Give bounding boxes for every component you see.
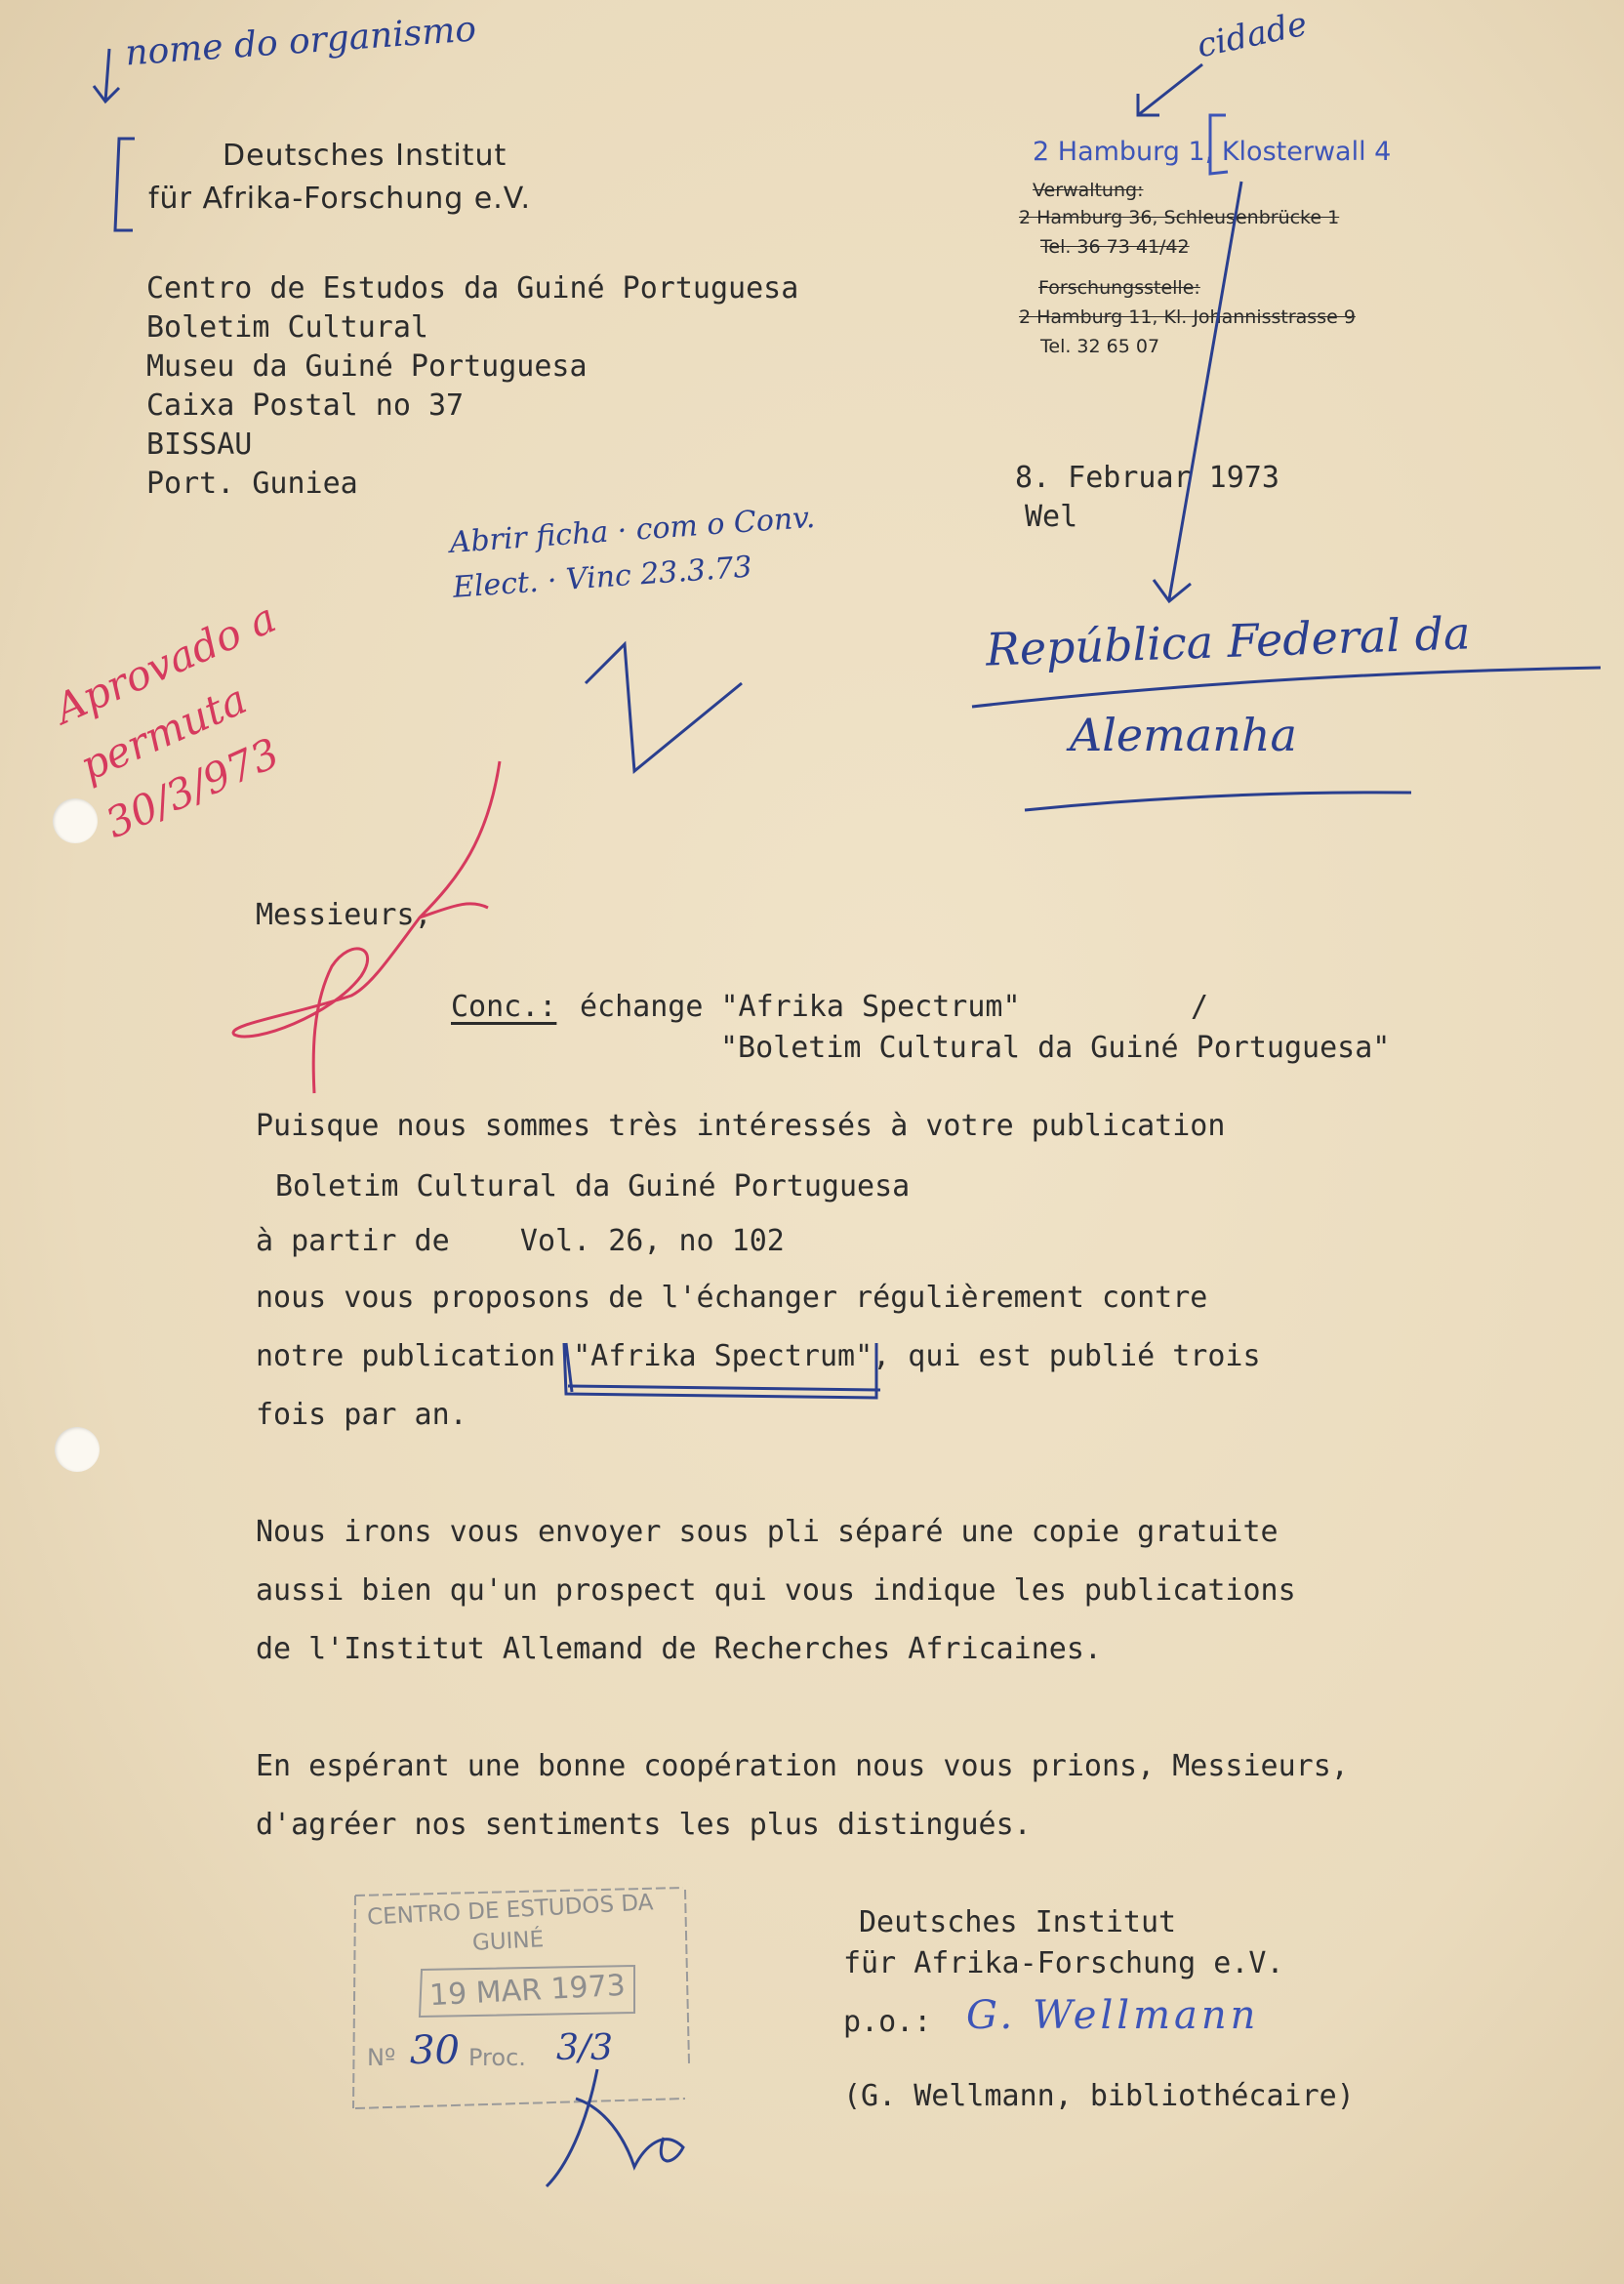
annotation-middle: Abrir ficha · com o Conv. Elect. · Vinc 23.3.73 xyxy=(448,500,817,605)
body-line: aussi bien qu'un prospect qui vous indique les publications xyxy=(256,1573,1296,1608)
body-line: de l'Institut Allemand de Recherches Africaines. xyxy=(256,1632,1102,1666)
annotation-top-right: cidade xyxy=(1194,4,1311,66)
arrow-icon xyxy=(1154,182,1241,601)
body-line: nous vous proposons de l'échanger régulièrement contre xyxy=(256,1281,1208,1315)
annotation-red-approval: Aprovado a permuta 30/3/973 xyxy=(47,592,287,848)
stamp-no-label: Nº xyxy=(367,2044,396,2071)
arrow-icon xyxy=(94,49,119,102)
letterhead-line-2: für Afrika-Forschung e.V. xyxy=(148,182,531,216)
body-line: En espérant une bonne coopération nous vous prions, Messieurs, xyxy=(256,1749,1349,1783)
body-text: notre publication xyxy=(256,1339,574,1373)
recipient-line: Boletim Cultural xyxy=(146,310,428,345)
signature-line-1: Deutsches Institut xyxy=(859,1905,1177,1939)
stamp-proc-label: Proc. xyxy=(468,2044,526,2071)
underline-mark xyxy=(972,668,1601,707)
underline-mark xyxy=(1025,793,1411,810)
subject-slash: / xyxy=(1191,990,1209,1024)
check-mark xyxy=(586,644,742,771)
stamp-proc-value: 3/3 xyxy=(556,2028,613,2068)
stamp-no-value: 30 xyxy=(410,2028,460,2073)
arrow-icon xyxy=(1138,64,1202,115)
body-line: d'agréer nos sentiments les plus distingués. xyxy=(256,1808,1032,1842)
letterhead-line-1: Deutsches Institut xyxy=(223,139,508,173)
research-address: 2 Hamburg 11, Kl. Johannisstrasse 9 xyxy=(1019,306,1356,328)
red-signature-mark xyxy=(233,761,500,1093)
stamp-date-frame xyxy=(420,1966,634,2017)
recipient-line: BISSAU xyxy=(146,428,253,462)
bracket-mark xyxy=(1210,115,1228,174)
letter-reference: Wel xyxy=(1025,500,1078,534)
letter-date: 8. Februar 1973 xyxy=(1015,461,1279,495)
subject-line-1: échange "Afrika Spectrum" xyxy=(580,990,1021,1024)
stamp-date: 19 MAR 1973 xyxy=(428,1968,627,2014)
received-stamp-frame xyxy=(353,1888,689,2108)
recipient-line: Port. Guniea xyxy=(146,467,358,501)
body-text: , qui est publié trois xyxy=(873,1339,1261,1373)
body-line: à partir de Vol. 26, no 102 xyxy=(256,1224,785,1258)
admin-address: 2 Hamburg 36, Schleusenbrücke 1 xyxy=(1019,207,1340,228)
body-line: Boletim Cultural da Guiné Portuguesa xyxy=(275,1169,911,1203)
subject-label: Conc.: xyxy=(451,990,557,1024)
body-line: fois par an. xyxy=(256,1398,467,1432)
publication-highlight: "Afrika Spectrum" xyxy=(573,1339,873,1373)
bracket-mark xyxy=(115,139,135,230)
research-tel: Tel. 32 65 07 xyxy=(1040,336,1160,357)
signature-handwritten: G. Wellmann xyxy=(966,1993,1260,2038)
signature-po: p.o.: xyxy=(843,2005,932,2039)
body-line: Nous irons vous envoyer sous pli séparé une copie gratuite xyxy=(256,1515,1279,1549)
salutation: Messieurs, xyxy=(256,898,432,932)
stamp-address: 2 Hamburg 1, Klosterwall 4 xyxy=(1033,137,1392,167)
recipient-line: Centro de Estudos da Guiné Portuguesa xyxy=(146,271,799,306)
recipient-line: Museu da Guiné Portuguesa xyxy=(146,349,588,384)
stamp-org-line-2: GUINÉ xyxy=(471,1927,545,1956)
initials-mark xyxy=(547,2069,683,2186)
admin-tel: Tel. 36 73 41/42 xyxy=(1040,236,1190,258)
admin-label: Verwaltung: xyxy=(1033,180,1144,201)
body-line: Puisque nous sommes très intéressés à votre publication xyxy=(256,1109,1226,1143)
annotation-country-2: Alemanha xyxy=(1070,709,1297,761)
recipient-line: Caixa Postal no 37 xyxy=(146,388,465,423)
subject-line-2: "Boletim Cultural da Guiné Portuguesa" xyxy=(720,1031,1391,1065)
annotation-country-1: República Federal da xyxy=(985,606,1472,676)
signature-line-2: für Afrika-Forschung e.V. xyxy=(843,1946,1284,1980)
stamp-org-line-1: CENTRO DE ESTUDOS DA xyxy=(366,1890,655,1931)
research-label: Forschungsstelle: xyxy=(1038,277,1200,299)
annotation-top-left: nome do organismo xyxy=(124,9,478,74)
signatory-name: (G. Wellmann, bibliothécaire) xyxy=(843,2079,1355,2113)
